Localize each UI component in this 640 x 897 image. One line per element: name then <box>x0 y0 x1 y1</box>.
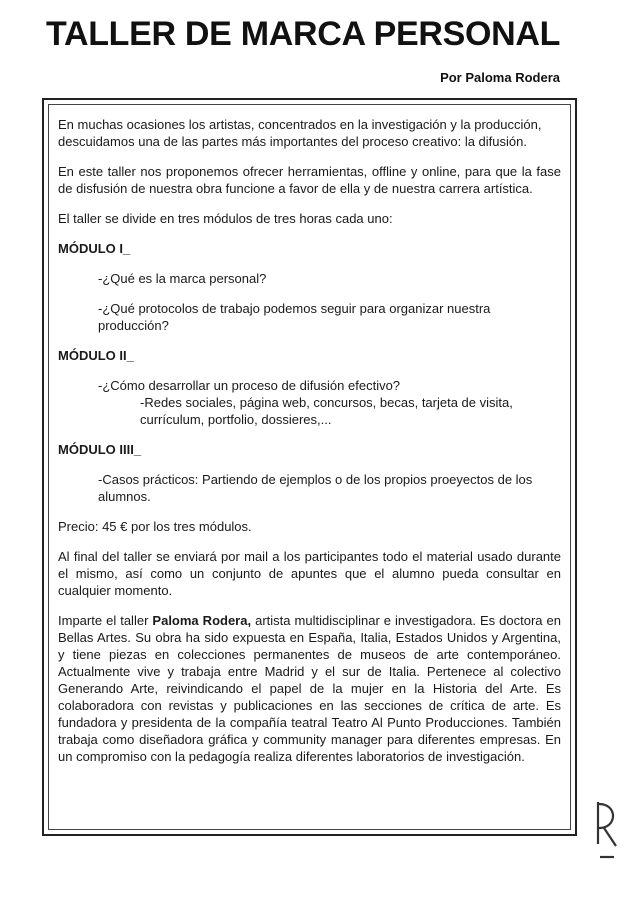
module-2-subitem: -Redes sociales, página web, concursos, becas, tarjeta de visita, currículum, portfolio, dossieres,... <box>140 395 513 427</box>
bio-name: Paloma Rodera, <box>152 613 252 628</box>
module-2-heading: MÓDULO II_ <box>58 348 134 363</box>
module-3-item: -Casos prácticos: Partiendo de ejemplos o de los propios proeyectos de los alumnos. <box>98 472 533 504</box>
bio-paragraph <box>58 612 561 765</box>
author-byline: Por Paloma Rodera <box>440 70 560 85</box>
page-title: TALLER DE MARCA PERSONAL <box>46 15 561 53</box>
pr-monogram-logo <box>594 798 620 862</box>
bio-lead: Imparte el taller <box>58 613 153 628</box>
content-frame-inner <box>48 104 571 830</box>
intro-paragraph-1: En muchas ocasiones los artistas, concentrados en la investigación y la producción, descuidamos una de las partes más importantes del proceso creativo: la difusión. <box>58 117 542 149</box>
module-3-heading: MÓDULO IIII_ <box>58 442 142 457</box>
intro-paragraph-2: En este taller nos proponemos ofrecer herramientas, offline y online, para que la fase de disfusión de nuestra obra funcione a favor de ella y de nuestra carrera artística. <box>58 164 561 196</box>
bio-text: artista multidisciplinar e investigadora. Es doctora en Bellas Artes. Su obra ha sido expuesta en España, Italia, Estados Unidos y Argentina, y tiene piezas en colecciones permanentes de museos de arte contemporáneo. Actualmente vive y trabaja entre Madrid y el sur de Italia. Pertenece al colectivo Generando Arte, reivindicando el papel de la mujer en la Historia del Arte. Es colaboradora con revistas y publicaciones en las secciones de crítica de arte. Es fundadora y presidenta de la compañía teatral Teatro Al Punto Producciones. También trabaja como diseñadora gráfica y community manager para diferentes empresas. En un compromiso con la pedagogía realiza diferentes laboratorios de investigación. <box>58 613 562 764</box>
module-1-item-2: -¿Qué protocolos de trabajo podemos seguir para organizar nuestra producción? <box>98 301 491 333</box>
module-1-heading: MÓDULO I_ <box>58 241 131 256</box>
module-2-item: -¿Cómo desarrollar un proceso de difusión efectivo? <box>98 378 401 393</box>
final-note: Al final del taller se enviará por mail a los participantes todo el material usado durante el mismo, así como un conjunto de apuntes que el alumno pueda consultar en cualquier momento. <box>58 549 561 598</box>
price-text: Precio: 45 € por los tres módulos. <box>58 519 252 534</box>
content-frame <box>42 98 577 836</box>
module-1-item-1: -¿Qué es la marca personal? <box>98 271 267 286</box>
intro-paragraph-3: El taller se divide en tres módulos de tres horas cada uno: <box>58 211 393 226</box>
